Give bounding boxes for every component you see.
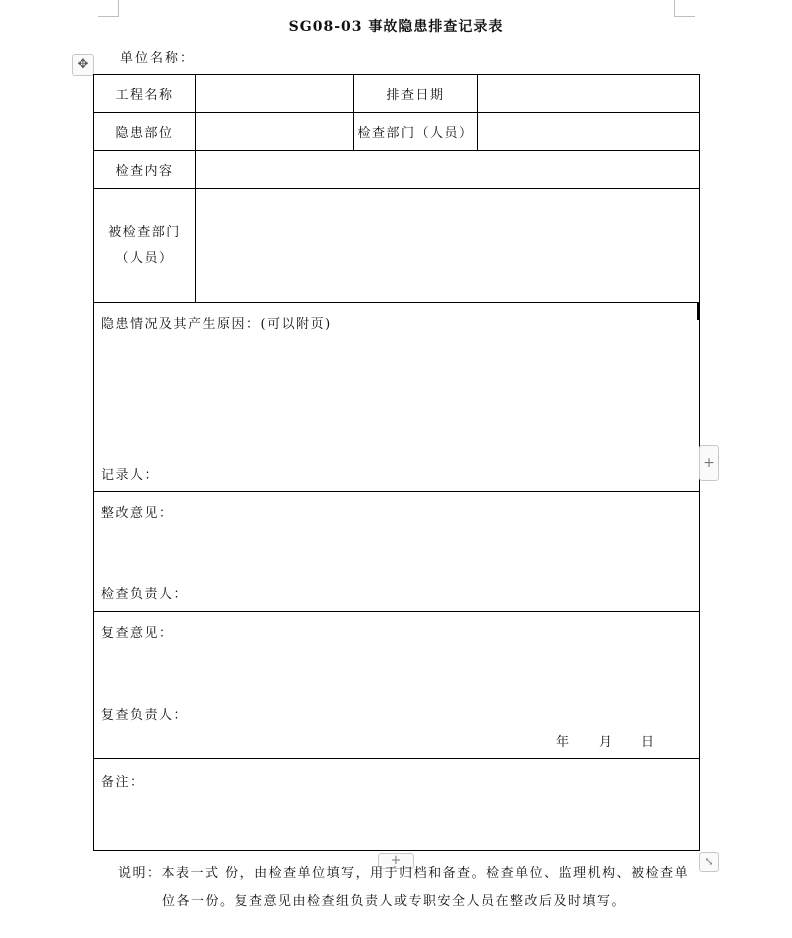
check-date-label: 排查日期: [354, 75, 478, 113]
check-content-cell[interactable]: [196, 151, 700, 189]
plus-icon[interactable]: +: [378, 853, 414, 869]
date-month: 月: [599, 735, 614, 750]
note-line-1: 说明：本表一式 份，由检查单位填写，用于归档和备查。检查单位、监理机构、被检查单: [118, 866, 690, 881]
hazard-situation-section[interactable]: [94, 303, 700, 492]
inspected-dept-cell[interactable]: [196, 189, 700, 303]
hazard-location-label: 隐患部位: [94, 113, 196, 151]
hazard-situation-label: 隐患情况及其产生原因：(可以附页): [101, 317, 332, 332]
check-content-label: 检查内容: [94, 151, 196, 189]
unit-name-label: 单位名称：: [120, 51, 196, 66]
text-cursor: [697, 303, 699, 320]
resize-diagonal-icon[interactable]: ⤡: [699, 852, 719, 872]
page-corner-mark-top-right: [674, 0, 695, 17]
hazard-location-cell[interactable]: [196, 113, 354, 151]
recorder-label: 记录人：: [101, 468, 160, 483]
check-dept-label: 检查部门（人员）: [354, 113, 478, 151]
hazard-record-table: [93, 74, 700, 851]
inspected-dept-label-line-1: 被检查部门: [108, 224, 181, 240]
check-date-cell[interactable]: [478, 75, 700, 113]
inspected-dept-label-line-2: （人员）: [115, 250, 174, 266]
rectify-opinion-label: 整改意见：: [101, 506, 174, 521]
remarks-label: 备注：: [101, 775, 145, 790]
check-dept-cell[interactable]: [478, 113, 700, 151]
rectify-opinion-section[interactable]: [94, 492, 700, 612]
inspector-lead-label: 检查负责人：: [101, 587, 189, 602]
date-day: 日: [641, 735, 656, 750]
note-line-2: 位各一份。复查意见由检查组负责人或专职安全人员在整改后及时填写。: [162, 894, 627, 909]
recheck-lead-label: 复查负责人：: [101, 708, 189, 723]
page-corner-mark-top-left: [98, 0, 119, 17]
form-title: SG08-03 事故隐患排查记录表: [288, 19, 504, 35]
remarks-section[interactable]: [94, 759, 700, 851]
move-cross-icon[interactable]: ✥: [72, 54, 94, 76]
inspected-dept-label: [94, 189, 196, 303]
project-name-cell[interactable]: [196, 75, 354, 113]
date-year: 年: [556, 735, 571, 750]
plus-icon[interactable]: +: [699, 445, 719, 481]
recheck-opinion-label: 复查意见：: [101, 626, 174, 641]
recheck-opinion-section[interactable]: [94, 612, 700, 759]
project-name-label: 工程名称: [94, 75, 196, 113]
